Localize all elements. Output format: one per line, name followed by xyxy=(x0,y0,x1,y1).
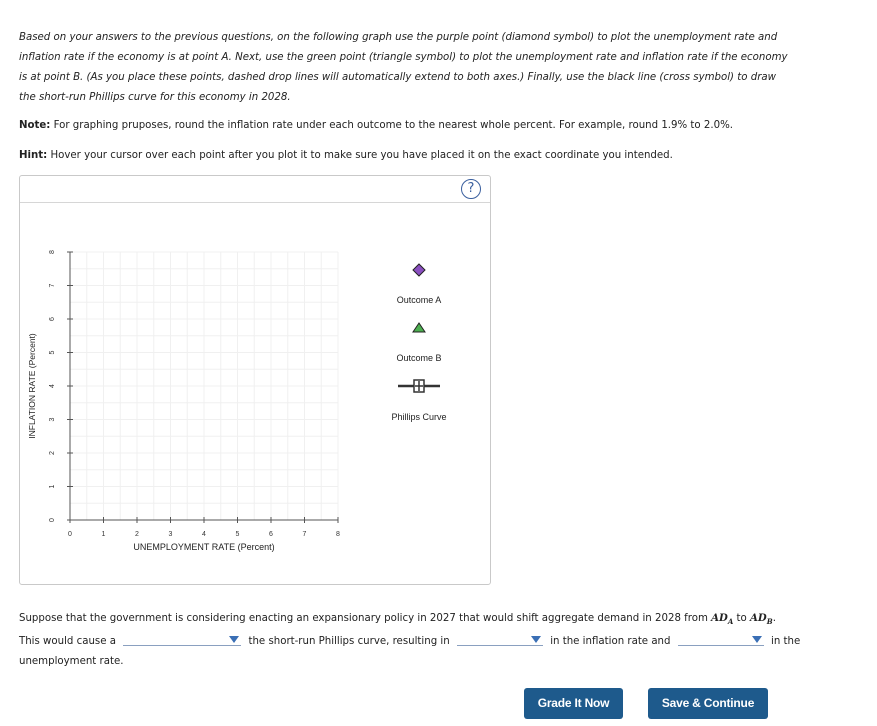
x-tick-label: 7 xyxy=(302,531,307,538)
question-part4: in the inflation rate and xyxy=(550,636,671,648)
question-part6: unemployment rate. xyxy=(19,656,124,668)
chevron-down-icon xyxy=(531,636,541,643)
y-tick-label: 7 xyxy=(49,283,56,288)
triangle-icon[interactable] xyxy=(413,323,425,332)
grade-it-now-button[interactable]: Grade It Now xyxy=(524,688,623,719)
dropdown-unemployment-change[interactable] xyxy=(678,631,764,646)
hint xyxy=(19,149,673,163)
palette-phillips-curve-label: Phillips Curve xyxy=(391,412,447,422)
chevron-down-icon xyxy=(752,636,762,643)
x-tick-label: 6 xyxy=(269,531,273,538)
y-tick-label: 5 xyxy=(49,350,56,355)
palette-phillips-curve[interactable] xyxy=(391,380,446,422)
question-period: . xyxy=(772,613,776,624)
ad-b-label: $AD_B$ xyxy=(750,612,773,627)
graph-area[interactable] xyxy=(20,176,490,584)
y-tick-label: 8 xyxy=(49,250,56,254)
note-text: For graphing pruposes, round the inflation rate under each outcome to the nearest whole percent. For example, round 1.9% to 2.0%. xyxy=(50,120,734,131)
question-part2: This would cause a xyxy=(19,636,116,648)
x-axis-label: UNEMPLOYMENT RATE (Percent) xyxy=(133,542,275,552)
question-part3: the short-run Phillips curve, resulting in xyxy=(248,636,450,648)
x-tick-label: 5 xyxy=(235,531,240,538)
palette-outcome-b[interactable] xyxy=(396,323,441,363)
dropdown-inflation-change[interactable] xyxy=(457,631,543,646)
save-continue-button[interactable]: Save & Continue xyxy=(648,688,768,719)
x-tick-label: 0 xyxy=(68,531,72,538)
x-tick-label: 8 xyxy=(336,531,340,538)
palette-outcome-b-label: Outcome B xyxy=(396,353,442,363)
cross-line-icon[interactable] xyxy=(398,380,440,392)
palette-outcome-a-label: Outcome A xyxy=(396,295,442,305)
note xyxy=(19,119,733,133)
y-tick-label: 4 xyxy=(49,384,56,388)
note-label: Note: xyxy=(19,120,51,131)
x-tick-label: 4 xyxy=(202,531,206,538)
x-tick-label: 1 xyxy=(101,531,106,538)
question-to: to xyxy=(733,613,751,624)
question-part5: in the xyxy=(770,636,801,648)
x-tick-label: 3 xyxy=(168,531,173,538)
question-part1: Suppose that the government is considering enacting an expansionary policy in 2027 that would shift aggregate demand in 2028 from xyxy=(19,613,712,624)
graph-panel xyxy=(19,175,491,585)
help-icon[interactable]: ? xyxy=(461,179,481,199)
y-tick-label: 0 xyxy=(49,518,56,522)
hint-label: Hint: xyxy=(19,150,48,161)
y-tick-label: 6 xyxy=(49,317,56,321)
y-tick-label: 2 xyxy=(49,451,56,455)
ad-a-label: $AD_A$ xyxy=(711,612,734,627)
chevron-down-icon xyxy=(229,636,239,643)
question-text xyxy=(19,608,809,672)
diamond-icon[interactable] xyxy=(413,264,425,276)
dropdown-shift-direction[interactable] xyxy=(123,631,241,646)
palette-outcome-a[interactable] xyxy=(397,264,442,305)
instructions-text: Based on your answers to the previous questions, on the following graph use the purple point (diamond symbol) to plot the unemployment rate and inflation rate if the economy is at point A. Next, use the green point (triangle symbol) to plot the unemployment rate and inflation rate if the economy is at point B. (As you place these points, dashed drop lines will automatically extend to both axes.) Finally, use the black line (cross symbol) to draw the short-run Phillips curve for this economy in 2028. xyxy=(19,32,788,103)
hint-text: Hover your cursor over each point after you plot it to make sure you have placed it on the exact coordinate you intended. xyxy=(47,150,673,161)
x-tick-label: 2 xyxy=(135,531,139,538)
y-axis-label: INFLATION RATE (Percent) xyxy=(27,333,37,439)
y-tick-label: 1 xyxy=(49,484,56,489)
y-tick-label: 3 xyxy=(49,417,56,422)
